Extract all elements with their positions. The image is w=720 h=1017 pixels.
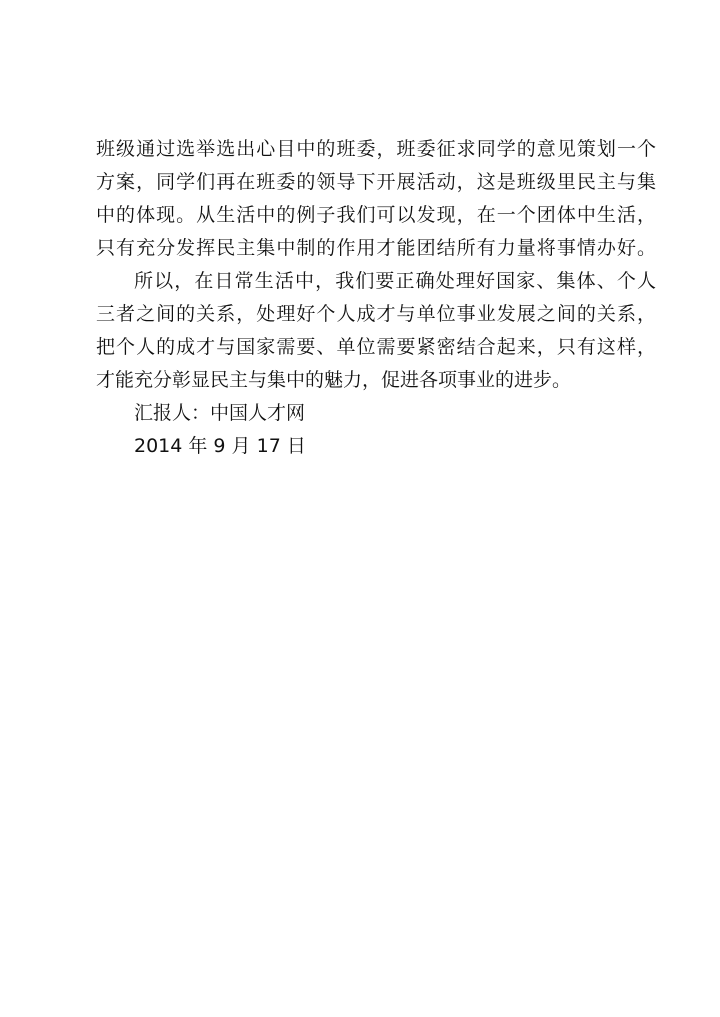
- paragraph-2: [96, 265, 656, 397]
- paragraph-line: 把个人的成才与国家需要、单位需要紧密结合起来，只有这样，: [96, 336, 656, 358]
- report-date: 2014 年 9 月 17 日: [134, 435, 306, 457]
- document-body: [96, 133, 656, 463]
- reporter-signature: 汇报人：中国人才网: [134, 402, 306, 424]
- paragraph-line: 方案，同学们再在班委的领导下开展活动，这是班级里民主与集: [96, 171, 656, 193]
- paragraph-line: 只有充分发挥民主集中制的作用才能团结所有力量将事情办好。: [96, 237, 656, 259]
- paragraph-line: 才能充分彰显民主与集中的魅力，促进各项事业的进步。: [96, 369, 572, 391]
- paragraph-line: 中的体现。从生活中的例子我们可以发现，在一个团体中生活，: [96, 204, 656, 226]
- paragraph-line: 班级通过选举选出心目中的班委，班委征求同学的意见策划一个: [96, 138, 656, 160]
- paragraph-line: 所以，在日常生活中，我们要正确处理好国家、集体、个人: [134, 270, 656, 292]
- paragraph-1: [96, 133, 656, 265]
- paragraph-line: 三者之间的关系，处理好个人成才与单位事业发展之间的关系，: [96, 303, 656, 325]
